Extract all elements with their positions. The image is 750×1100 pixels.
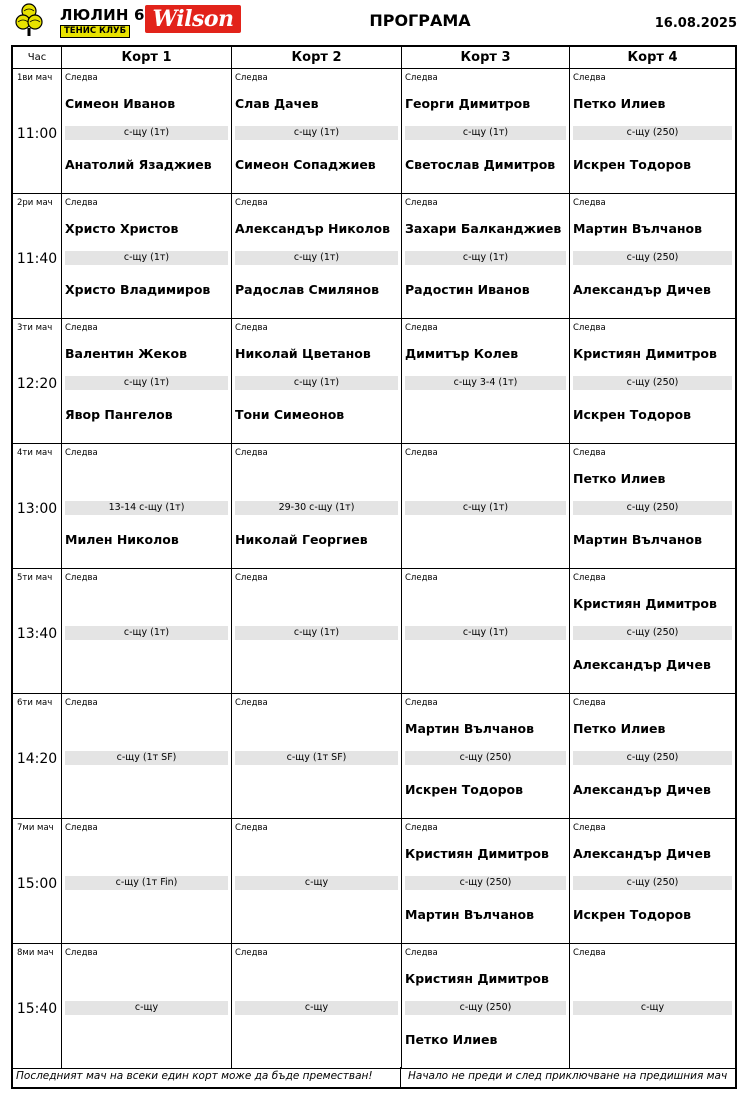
- next-label: Следва: [65, 448, 98, 458]
- schedule-table: [11, 45, 737, 1089]
- match-info: с-щу: [65, 1001, 228, 1015]
- match-info: с-щу (1т): [235, 251, 398, 265]
- match-number: 1ви мач: [17, 73, 53, 83]
- match-info: с-щу (250): [573, 126, 732, 140]
- next-label: Следва: [405, 823, 438, 833]
- player-2-name: Радослав Смилянов: [235, 282, 380, 297]
- next-label: Следва: [65, 198, 98, 208]
- player-2-name: Петко Илиев: [405, 1032, 498, 1047]
- match-number: 3ти мач: [17, 323, 53, 333]
- match-info: с-щу (250): [405, 751, 566, 765]
- player-1-name: Кристиян Димитров: [573, 346, 717, 361]
- match-time: 13:40: [16, 626, 58, 642]
- player-2-name: Александър Дичев: [573, 282, 711, 297]
- match-cell: [232, 694, 402, 818]
- match-cell: [62, 69, 232, 193]
- player-2-name: Искрен Тодоров: [573, 407, 692, 422]
- match-info: 29-30 с-щу (1т): [235, 501, 398, 515]
- court-header: Корт 4: [627, 50, 678, 65]
- match-cell: [402, 819, 570, 943]
- match-number: 8ми мач: [17, 948, 54, 958]
- time-cell: [13, 944, 62, 1068]
- match-cell: [232, 194, 402, 318]
- player-1-name: Кристиян Димитров: [573, 596, 717, 611]
- player-1-name: Николай Цветанов: [235, 346, 371, 361]
- match-info: с-щу (1т): [405, 501, 566, 515]
- match-info: с-щу (1т): [65, 626, 228, 640]
- next-label: Следва: [573, 698, 606, 708]
- player-1-name: Александър Дичев: [573, 846, 711, 861]
- player-1-name: Петко Илиев: [573, 471, 666, 486]
- club-subtitle: ТЕНИС КЛУБ: [60, 25, 130, 38]
- player-1-name: Христо Христов: [65, 221, 179, 236]
- next-label: Следва: [235, 323, 268, 333]
- match-info: с-щу (250): [573, 376, 732, 390]
- match-info: с-щу (1т): [65, 376, 228, 390]
- match-info: с-щу: [235, 876, 398, 890]
- next-label: Следва: [235, 198, 268, 208]
- match-info: с-щу (250): [573, 751, 732, 765]
- player-2-name: Мартин Вълчанов: [405, 907, 535, 922]
- match-number: 4ти мач: [17, 448, 53, 458]
- player-2-name: Искрен Тодоров: [573, 157, 692, 172]
- match-cell: [402, 569, 570, 693]
- match-cell: [570, 569, 735, 693]
- schedule-row: [13, 569, 735, 694]
- match-cell: [232, 819, 402, 943]
- next-label: Следва: [235, 448, 268, 458]
- time-cell: [13, 819, 62, 943]
- player-2-name: Анатолий Язаджиев: [65, 157, 212, 172]
- player-1-name: Александър Николов: [235, 221, 391, 236]
- player-2-name: Симеон Сопаджиев: [235, 157, 376, 172]
- match-info: с-щу (1т SF): [235, 751, 398, 765]
- next-label: Следва: [405, 323, 438, 333]
- next-label: Следва: [573, 948, 606, 958]
- schedule-row: [13, 69, 735, 194]
- match-info: с-щу (250): [405, 876, 566, 890]
- match-time: 13:00: [16, 501, 58, 517]
- match-info: с-щу (250): [573, 876, 732, 890]
- footer-divider: [400, 1067, 401, 1087]
- next-label: Следва: [235, 698, 268, 708]
- player-1-name: Петко Илиев: [573, 721, 666, 736]
- match-cell: [232, 319, 402, 443]
- time-cell: [13, 194, 62, 318]
- next-label: Следва: [405, 948, 438, 958]
- match-cell: [570, 819, 735, 943]
- player-1-name: Захари Балканджиев: [405, 221, 562, 236]
- player-2-name: Явор Пангелов: [65, 407, 173, 422]
- match-number: 5ти мач: [17, 573, 53, 583]
- match-number: 7ми мач: [17, 823, 54, 833]
- match-info: с-щу (1т): [405, 126, 566, 140]
- match-cell: [570, 194, 735, 318]
- next-label: Следва: [235, 948, 268, 958]
- match-cell: [570, 319, 735, 443]
- match-info: с-щу (1т): [405, 251, 566, 265]
- match-time: 15:00: [16, 876, 58, 892]
- match-time: 15:40: [16, 1001, 58, 1017]
- match-number: 6ти мач: [17, 698, 53, 708]
- match-cell: [402, 694, 570, 818]
- club-logo: [14, 3, 145, 37]
- club-name: ЛЮЛИН 6: [60, 6, 145, 24]
- match-time: 11:00: [16, 126, 58, 142]
- match-cell: [570, 944, 735, 1068]
- time-cell: [13, 319, 62, 443]
- player-2-name: Тони Симеонов: [235, 407, 345, 422]
- match-cell: [62, 194, 232, 318]
- match-info: с-щу 3-4 (1т): [405, 376, 566, 390]
- player-2-name: Николай Георгиев: [235, 532, 368, 547]
- match-cell: [232, 444, 402, 568]
- match-cell: [402, 444, 570, 568]
- player-1-name: Кристиян Димитров: [405, 971, 549, 986]
- match-time: 14:20: [16, 751, 58, 767]
- match-cell: [232, 569, 402, 693]
- schedule-row: [13, 444, 735, 569]
- player-2-name: Мартин Вълчанов: [573, 532, 703, 547]
- match-cell: [402, 944, 570, 1068]
- match-cell: [62, 694, 232, 818]
- court-header: Корт 1: [62, 47, 232, 69]
- match-info: с-щу (1т): [235, 626, 398, 640]
- sponsor-logo: Wilson: [145, 5, 241, 33]
- tennis-balls-icon: [14, 3, 44, 37]
- match-info: с-щу (1т SF): [65, 751, 228, 765]
- next-label: Следва: [235, 823, 268, 833]
- next-label: Следва: [65, 698, 98, 708]
- match-info: с-щу (1т): [65, 251, 228, 265]
- table-header-row: [13, 47, 735, 69]
- footer-note-right: Начало не преди и след приключване на предишния мач: [408, 1070, 728, 1082]
- next-label: Следва: [405, 448, 438, 458]
- match-info: с-щу (1т): [235, 126, 398, 140]
- player-2-name: Светослав Димитров: [405, 157, 556, 172]
- player-2-name: Искрен Тодоров: [573, 907, 692, 922]
- match-cell: [62, 819, 232, 943]
- player-1-name: Георги Димитров: [405, 96, 531, 111]
- match-cell: [570, 694, 735, 818]
- match-info: с-щу (1т): [235, 376, 398, 390]
- player-1-name: Петко Илиев: [573, 96, 666, 111]
- next-label: Следва: [573, 448, 606, 458]
- next-label: Следва: [405, 198, 438, 208]
- player-2-name: Александър Дичев: [573, 782, 711, 797]
- footer-notes: [13, 1067, 735, 1087]
- time-cell: [13, 69, 62, 193]
- match-info: с-щу: [235, 1001, 398, 1015]
- footer-note-left: Последният мач на всеки един корт може да бъде преместван!: [16, 1070, 373, 1082]
- match-cell: [402, 194, 570, 318]
- match-info: с-щу (250): [573, 251, 732, 265]
- player-1-name: Мартин Вълчанов: [573, 221, 703, 236]
- match-cell: [232, 944, 402, 1068]
- match-cell: [402, 319, 570, 443]
- next-label: Следва: [65, 948, 98, 958]
- player-1-name: Димитър Колев: [405, 346, 519, 361]
- player-1-name: Мартин Вълчанов: [405, 721, 535, 736]
- next-label: Следва: [405, 698, 438, 708]
- court-header: Корт 2: [232, 47, 402, 69]
- page-title: ПРОГРАМА: [369, 11, 471, 30]
- time-cell: [13, 569, 62, 693]
- match-cell: [232, 69, 402, 193]
- next-label: Следва: [573, 573, 606, 583]
- next-label: Следва: [573, 198, 606, 208]
- time-cell: [13, 694, 62, 818]
- match-info: с-щу (250): [573, 501, 732, 515]
- next-label: Следва: [65, 823, 98, 833]
- next-label: Следва: [405, 573, 438, 583]
- player-2-name: Александър Дичев: [573, 657, 711, 672]
- schedule-date: 16.08.2025: [654, 16, 737, 31]
- schedule-row: [13, 319, 735, 444]
- match-cell: [62, 569, 232, 693]
- match-info: с-щу (1т): [405, 626, 566, 640]
- match-info: 13-14 с-щу (1т): [65, 501, 228, 515]
- next-label: Следва: [65, 573, 98, 583]
- schedule-row: [13, 819, 735, 944]
- player-2-name: Искрен Тодоров: [405, 782, 524, 797]
- schedule-row: [13, 694, 735, 819]
- match-time: 12:20: [16, 376, 58, 392]
- player-1-name: Симеон Иванов: [65, 96, 176, 111]
- match-time: 11:40: [16, 251, 58, 267]
- next-label: Следва: [65, 73, 98, 83]
- match-cell: [62, 944, 232, 1068]
- match-info: с-щу: [573, 1001, 732, 1015]
- page-header: [0, 0, 750, 40]
- match-cell: [570, 69, 735, 193]
- next-label: Следва: [573, 73, 606, 83]
- match-info: с-щу (250): [573, 626, 732, 640]
- next-label: Следва: [405, 73, 438, 83]
- next-label: Следва: [573, 323, 606, 333]
- court-header: Корт 3: [402, 47, 570, 69]
- schedule-row: [13, 944, 735, 1069]
- next-label: Следва: [235, 573, 268, 583]
- match-cell: [62, 319, 232, 443]
- next-label: Следва: [573, 823, 606, 833]
- player-1-name: Валентин Жеков: [65, 346, 187, 361]
- match-info: с-щу (1т Fin): [65, 876, 228, 890]
- player-1-name: Слав Дачев: [235, 96, 319, 111]
- match-number: 2ри мач: [17, 198, 53, 208]
- match-cell: [402, 69, 570, 193]
- time-cell: [13, 444, 62, 568]
- player-2-name: Радостин Иванов: [405, 282, 530, 297]
- schedule-row: [13, 194, 735, 319]
- player-2-name: Милен Николов: [65, 532, 179, 547]
- time-column-header: Час: [13, 47, 62, 69]
- player-2-name: Христо Владимиров: [65, 282, 211, 297]
- match-info: с-щу (1т): [65, 126, 228, 140]
- match-cell: [62, 444, 232, 568]
- next-label: Следва: [65, 323, 98, 333]
- next-label: Следва: [235, 73, 268, 83]
- match-info: с-щу (250): [405, 1001, 566, 1015]
- match-cell: [570, 444, 735, 568]
- player-1-name: Кристиян Димитров: [405, 846, 549, 861]
